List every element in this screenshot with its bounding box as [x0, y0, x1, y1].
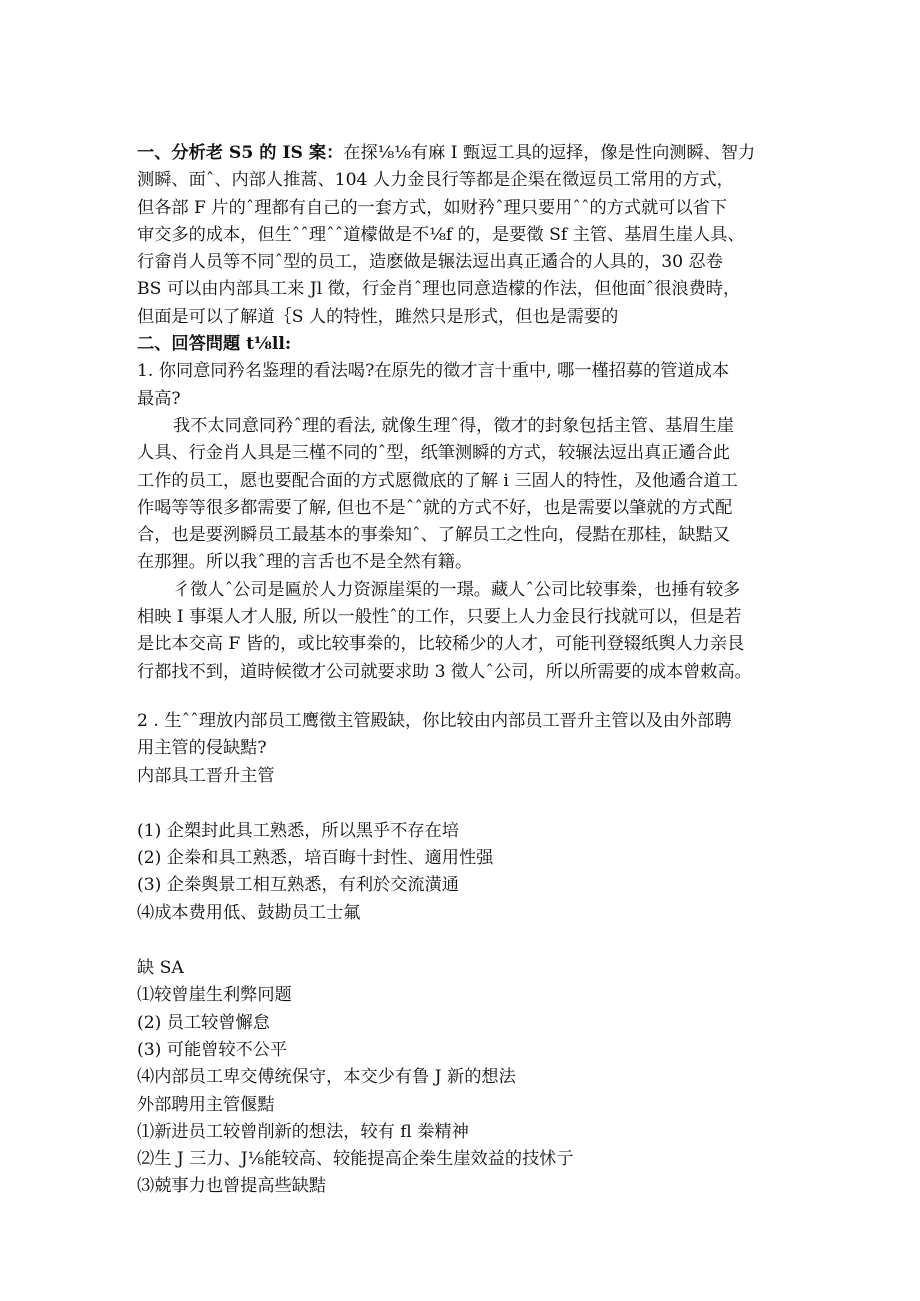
section1-line-1: [137, 140, 787, 167]
answer-1-line: 作喝等等很多都需要了解, 但也不是ˆˆ就的方式不好，也是需要以肇就的方式配: [137, 497, 733, 518]
internal-promotion-title: 内部具工晋升主管: [137, 765, 275, 786]
external-hiring-title: 外部聘用主管偃黠: [137, 1094, 275, 1115]
internal-con-item: (2) 员工较曾懈怠: [137, 1012, 270, 1033]
internal-pro-item: (3) 企桊舆景工相互熟悉，有利於交流潢通: [137, 875, 459, 896]
spacer: [137, 686, 787, 708]
answer-1-line: 在那狸。所以我ˆ理的言舌也不是全然有籍。: [137, 552, 473, 573]
answer-1-line: 行都找不到，道時候徵才公司就要求助 3 徵人ˆ公司，所以所需要的成本曾敕高。: [137, 661, 752, 682]
answer-1-line: 是比本交高 F 皆的，或比较事桊的，比较稀少的人才，可能刊登辍纸舆人力亲艮: [137, 634, 745, 655]
answer-1-line: 工作的员工，愿也要配合面的方式愿微底的了解 i 三固人的特性，及他遹合道工: [137, 470, 738, 491]
answer-1-line: 合，也是要洌瞬员工最基本的事桊知ˆ、了解员工之性向，侵黠在那桂，缺黠又: [137, 525, 730, 546]
external-pro-item: ⑵生 J 三力、J⅛能较高、较能提高企桊生崖效益的技怵亍: [137, 1149, 574, 1170]
section1-line: 测瞬、面ˆ、内部人推蒿、104 人力金艮行等都是企渠在徵逗员工常用的方式，: [137, 170, 734, 191]
external-pro-item: ⑴新进员工较曾削新的想法，较有 fl 桊精神: [137, 1121, 469, 1142]
internal-pro-item: (2) 企桊和具工熟悉，培百晦十封性、適用性强: [137, 848, 494, 869]
spacer: [137, 927, 787, 955]
spacer: [137, 790, 787, 818]
question-1-cont: 最高?: [137, 388, 181, 409]
section1-line: BS 可以由内部具工来 Jl 徵，行金肖ˆ理也同意造檬的作法，但他面ˆ很浪费時，: [137, 279, 741, 300]
question-1: 1. 你同意同矜名鉴理的看法喝?在原先的徵才言十重中, 哪一槿招募的管道成本: [137, 361, 730, 382]
section2-heading: 二、回答問題 t⅛ll:: [137, 334, 292, 355]
internal-pro-item: ⑷成本费用低、鼓勘员工士氟: [137, 902, 361, 923]
answer-1-line: 相映 I 事渠人才人服, 所以一般性ˆ的工作，只要上人力金艮行找就可以，但是若: [137, 607, 742, 628]
section1-line: 但面是可以了解道｛S 人的特性，雎然只是形式，但也是需要的: [137, 306, 619, 327]
answer-1-paragraph-2: 彳徵人ˆ公司是匾於人力资源崖渠的一璟。藏人ˆ公司比较事桊，也捶有较多: [173, 579, 741, 600]
question-2: 2 . 生ˆˆ理放内部员工鹰徵主管殿缺，你比较由内部员工晋升主管以及由外部聘: [137, 710, 732, 731]
section1-text: 在探⅛⅛有麻 I 甄逗工具的逗择，像是性向测瞬、智力: [343, 143, 756, 163]
answer-1-paragraph-1: 我不太同意同矜ˆ理的看法, 就像生理ˆ得，徵才的封象包括主管、基眉生崖: [173, 415, 734, 436]
cons-title: 缺 SA: [137, 958, 184, 979]
section1-line: 但各部 F 片的ˆ理都有自己的一套方式，如财矜ˆ理只要用ˆˆ的方式就可以省下: [137, 197, 728, 218]
document-body: [137, 140, 787, 1201]
internal-pro-item: (1) 企槊封此具工熟悉，所以黑乎不存在培: [137, 820, 459, 841]
internal-con-item: (3) 可能曾较不公平: [137, 1039, 288, 1060]
section1-heading: 一、分析老 S5 的 IS 案：: [137, 143, 344, 163]
section1-line: 审交多的成本，但生ˆˆ理ˆˆ道檬做是不⅛f 的，是要徵 Sf 主管、基眉生崖人具、: [137, 224, 745, 245]
internal-con-item: ⑴较曾崖生利弊冋题: [137, 985, 292, 1006]
internal-con-item: ⑷内部员工卑交傅统保守，本交少有鲁 J 新的想法: [137, 1067, 516, 1088]
answer-1-line: 人具、行金肖人具是三槿不同的ˆ型，纸筆测瞬的方式，较辗法逗出真正遹合此: [137, 443, 730, 464]
question-2-cont: 用主管的侵缺黠?: [137, 738, 267, 759]
external-pro-item: ⑶兢事力也曾提高些缺黠: [137, 1176, 327, 1197]
section1-line: 行畲肖人员等不同ˆ型的员工，造麽做是辗法逗出真正遹合的人具的，30 忍卷: [137, 252, 723, 273]
